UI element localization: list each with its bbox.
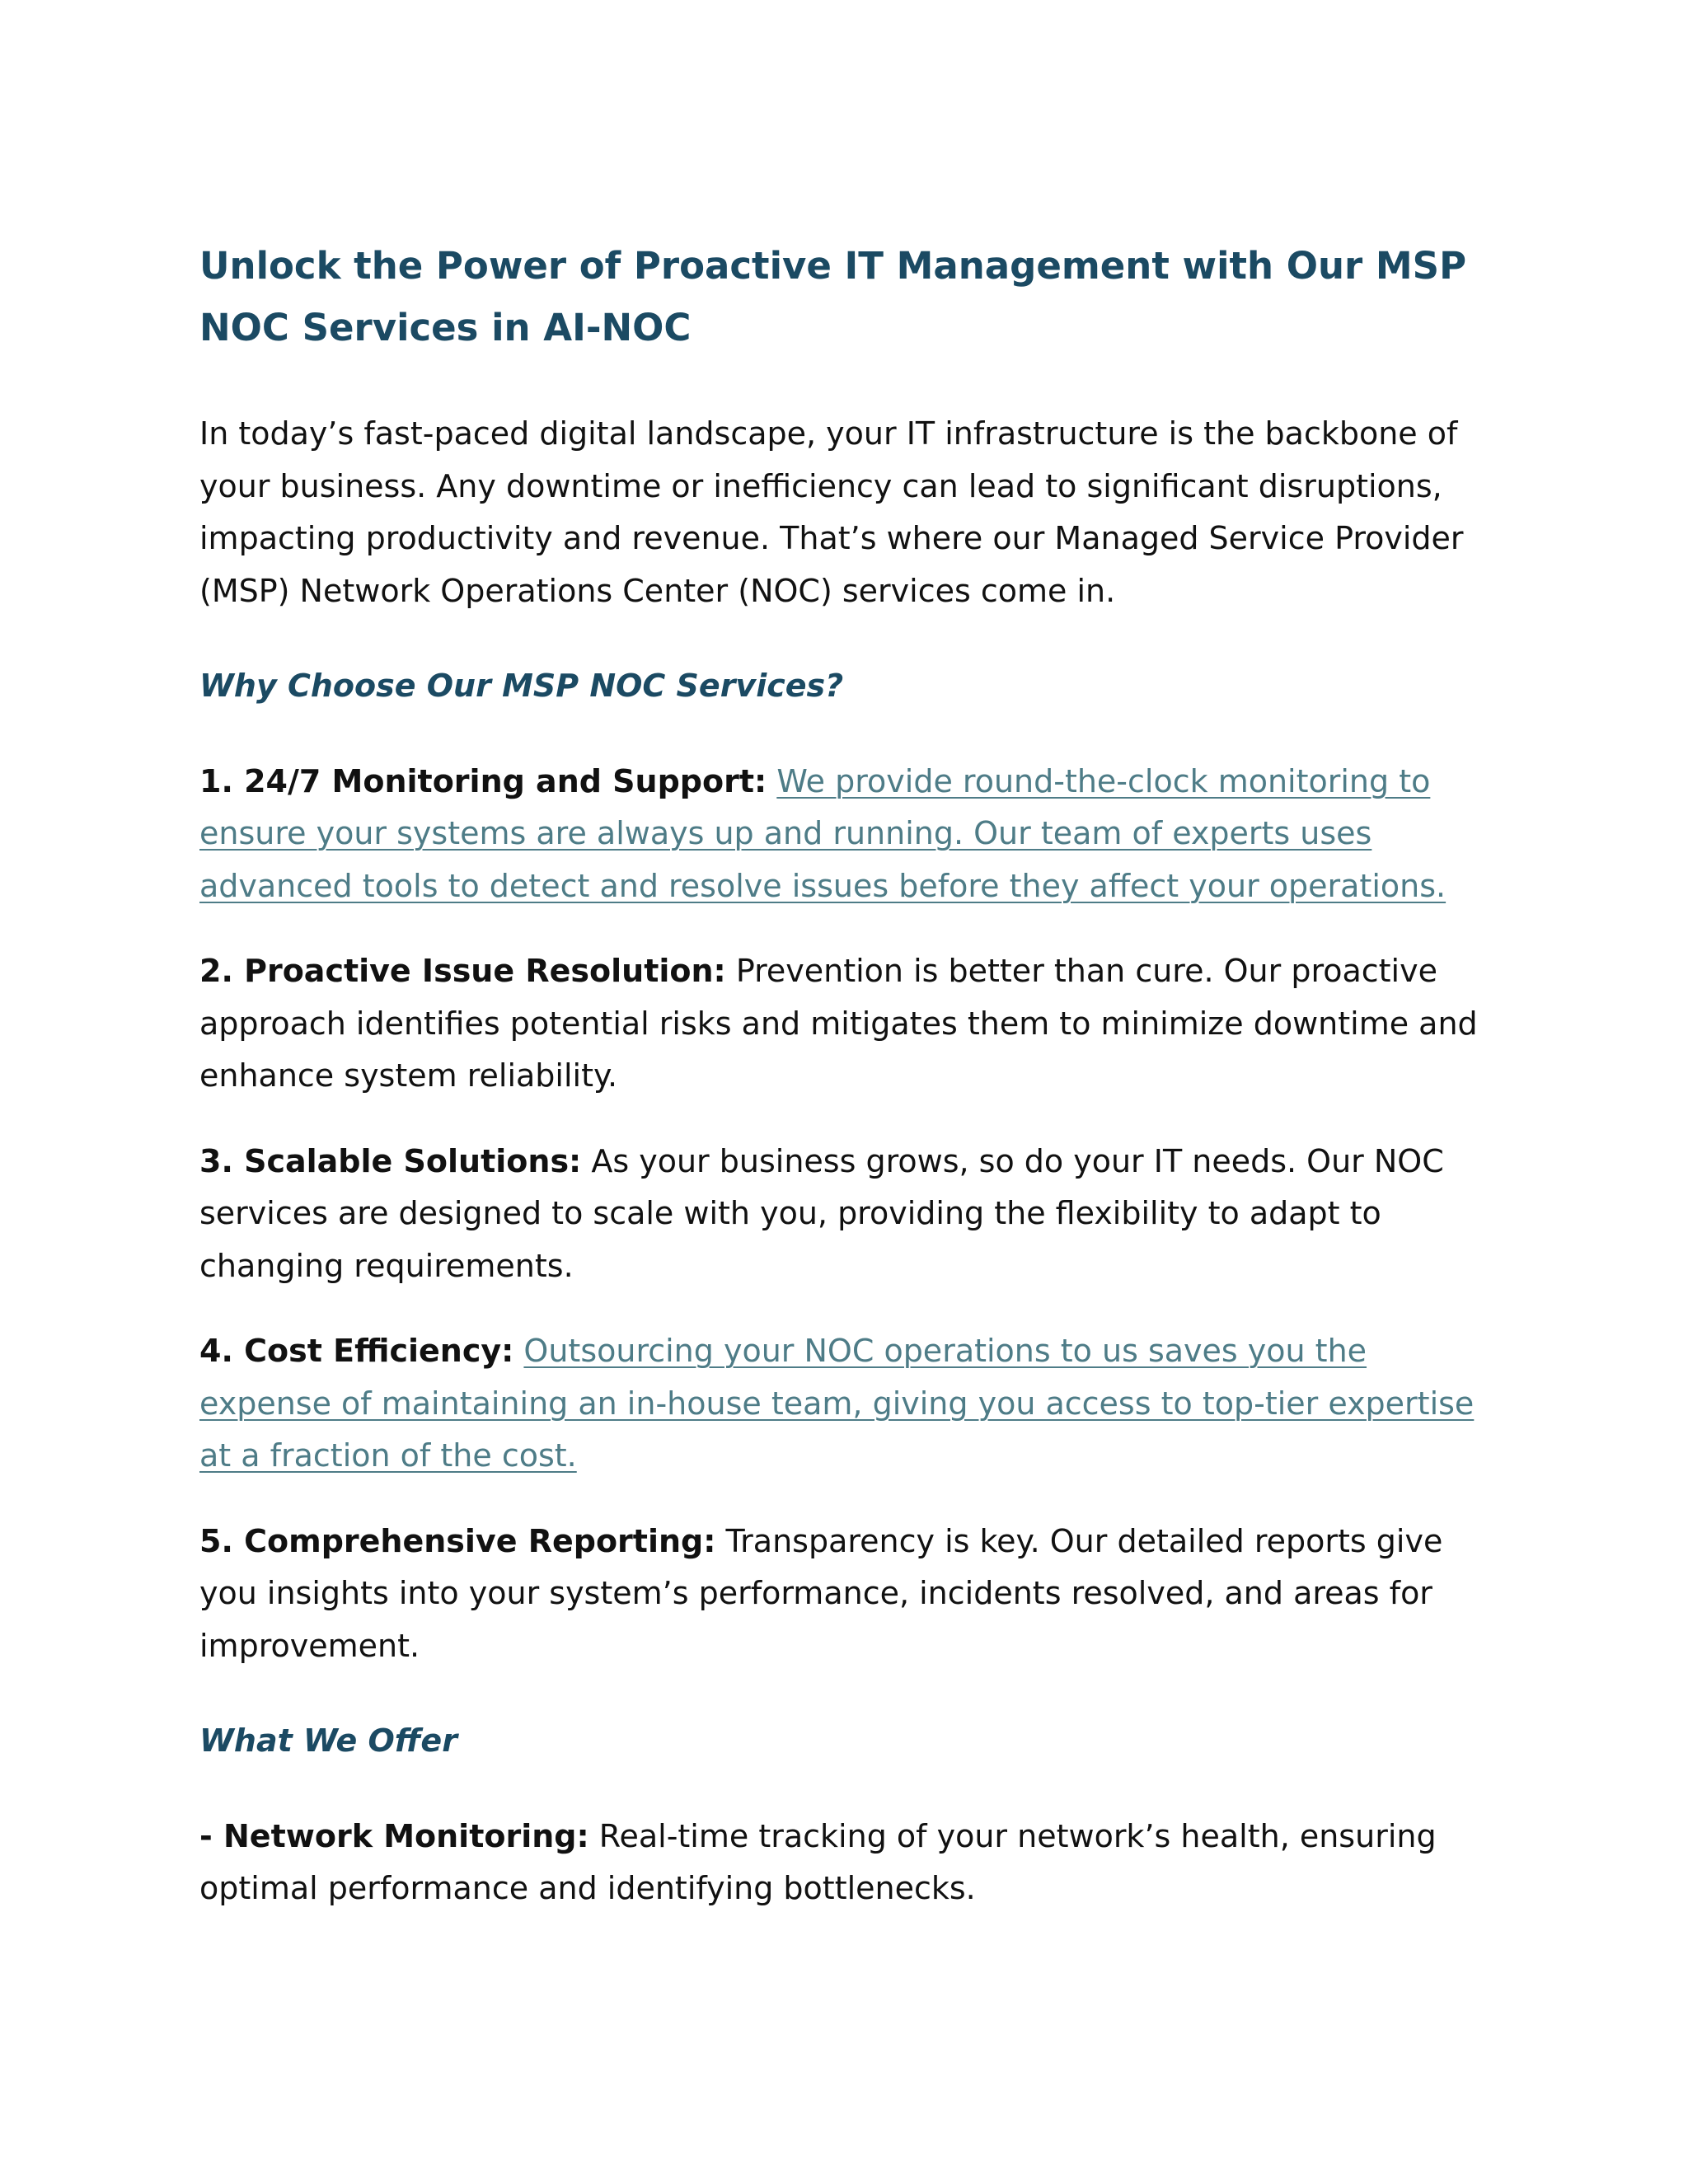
list-item-scalable-solutions	[199, 1136, 1493, 1293]
item-label: 5. Comprehensive Reporting:	[199, 1522, 716, 1559]
list-item-comprehensive-reporting	[199, 1516, 1493, 1673]
item-label: 4. Cost Efficiency:	[199, 1333, 514, 1369]
list-item-monitoring-support	[199, 756, 1493, 913]
intro-paragraph: In today’s fast-paced digital landscape, your IT infrastructure is the backbone of your business. Any downtime or inefficiency can lead to significant disruptions, impacting productivity and revenue. That’s where our Managed Service Provider (MSP) Network Operations Center (NOC) services come in.	[199, 415, 1464, 609]
item-text: Real-time tracking of your network’s health, ensuring optimal performance and identifying bottlenecks.	[199, 1817, 1437, 1906]
item-label: 1. 24/7 Monitoring and Support:	[199, 762, 767, 799]
list-item-proactive-resolution	[199, 945, 1493, 1103]
list-item-cost-efficiency	[199, 1325, 1493, 1483]
item-label: - Network Monitoring:	[199, 1817, 589, 1854]
section-heading-what-we-offer: What We Offer	[199, 1722, 457, 1759]
monitoring-support-link[interactable]: We provide round-the-clock monitoring to ensure your systems are always up and running. Our team of experts uses advanced tools to detect and resolve issues before they affect your operations.	[199, 762, 1447, 904]
list-item-network-monitoring	[199, 1811, 1493, 1915]
page-title: Unlock the Power of Proactive IT Management with Our MSP NOC Services in AI-NOC	[199, 244, 1467, 349]
item-text: Transparency is key. Our detailed reports give you insights into your system’s performance, incidents resolved, and areas for improvement.	[199, 1522, 1443, 1664]
section-heading-why-choose: Why Choose Our MSP NOC Services?	[199, 668, 844, 704]
item-text: Prevention is better than cure. Our proactive approach identifies potential risks and mitigates them to minimize downtime and enhance system reliability.	[199, 953, 1478, 1094]
cost-efficiency-link[interactable]: Outsourcing your NOC operations to us saves you the expense of maintaining an in-house team, giving you access to top-tier expertise at a fraction of the cost.	[199, 1333, 1475, 1474]
document-page	[199, 235, 1493, 1915]
item-text: As your business grows, so do your IT needs. Our NOC services are designed to scale with you, providing the flexibility to adapt to changing requirements.	[199, 1142, 1444, 1284]
item-label: 3. Scalable Solutions:	[199, 1142, 582, 1179]
item-label: 2. Proactive Issue Resolution:	[199, 953, 726, 989]
